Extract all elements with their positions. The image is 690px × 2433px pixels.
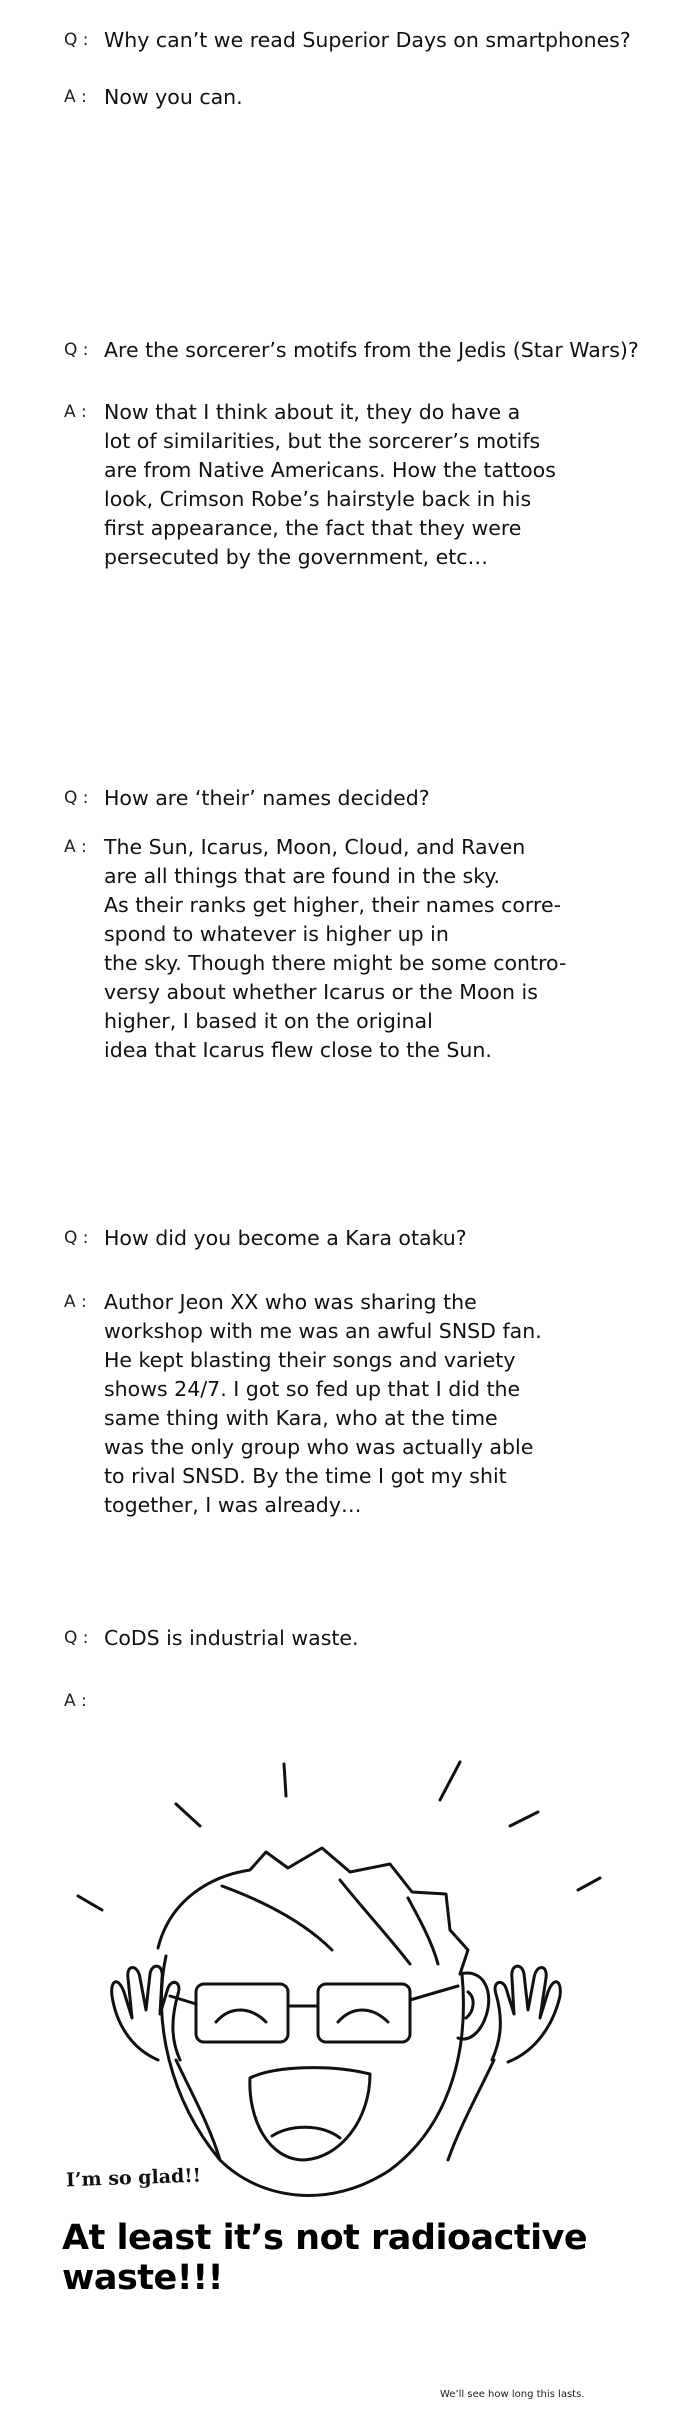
answer-text: Now that I think about it, they do have a lot of similarities, but the sorcerer’s motifs are from Native Americans. How the tattoos look, Crimson Robe’s hairstyle back in his first appearance, the fact that they were persecuted by the government, etc…	[104, 400, 556, 569]
qa-block-3	[64, 784, 654, 1065]
question-text: CoDS is industrial waste.	[104, 1626, 359, 1650]
qa-block-2	[64, 336, 654, 572]
question-text: Are the sorcerer’s motifs from the Jedis (Star Wars)?	[104, 338, 639, 362]
question-tag: Q :	[64, 1628, 89, 1648]
question-tag: Q :	[64, 30, 89, 50]
answer-tag: A :	[64, 1292, 87, 1312]
question-text: Why can’t we read Superior Days on smartphones?	[104, 28, 631, 52]
answer-row	[64, 1288, 654, 1520]
answer-row	[64, 398, 654, 572]
excited-character-illustration	[40, 1760, 650, 2230]
question-row	[64, 26, 654, 55]
question-row	[64, 1624, 654, 1653]
answer-tag: A :	[64, 402, 87, 422]
answer-tag: A :	[64, 837, 87, 857]
speech-small: I’m so glad!!	[65, 2164, 202, 2192]
qa-block-4	[64, 1224, 654, 1520]
answer-tag: A :	[64, 87, 87, 107]
question-text: How did you become a Kara otaku?	[104, 1226, 467, 1250]
answer-text: Now you can.	[104, 85, 243, 109]
speech-big: At least it’s not radioactive waste!!!	[62, 2218, 588, 2298]
answer-row	[64, 1687, 654, 1716]
answer-tag: A :	[64, 1691, 87, 1711]
answer-row	[64, 83, 654, 112]
qa-block-5	[64, 1624, 654, 1716]
question-row	[64, 336, 654, 365]
question-tag: Q :	[64, 788, 89, 808]
answer-text: The Sun, Icarus, Moon, Cloud, and Raven are all things that are found in the sky. As their ranks get higher, their names corre- spond to whatever is higher up in the sky. Though there might be some contro- versy about whether Icarus or the Moon is higher, I based it on the original idea that Icarus flew close to the Sun.	[104, 835, 567, 1062]
answer-row	[64, 833, 654, 1065]
question-row	[64, 784, 654, 813]
question-tag: Q :	[64, 1228, 89, 1248]
answer-text: Author Jeon XX who was sharing the workshop with me was an awful SNSD fan. He kept blasting their songs and variety shows 24/7. I got so fed up that I did the same thing with Kara, who at the time was the only group who was actually able to rival SNSD. By the time I got my shit together, I was already…	[104, 1290, 542, 1517]
question-text: How are ‘their’ names decided?	[104, 786, 430, 810]
question-tag: Q :	[64, 340, 89, 360]
qa-block-1	[64, 26, 654, 112]
question-row	[64, 1224, 654, 1253]
footer-note: We’ll see how long this lasts.	[440, 2389, 585, 2400]
